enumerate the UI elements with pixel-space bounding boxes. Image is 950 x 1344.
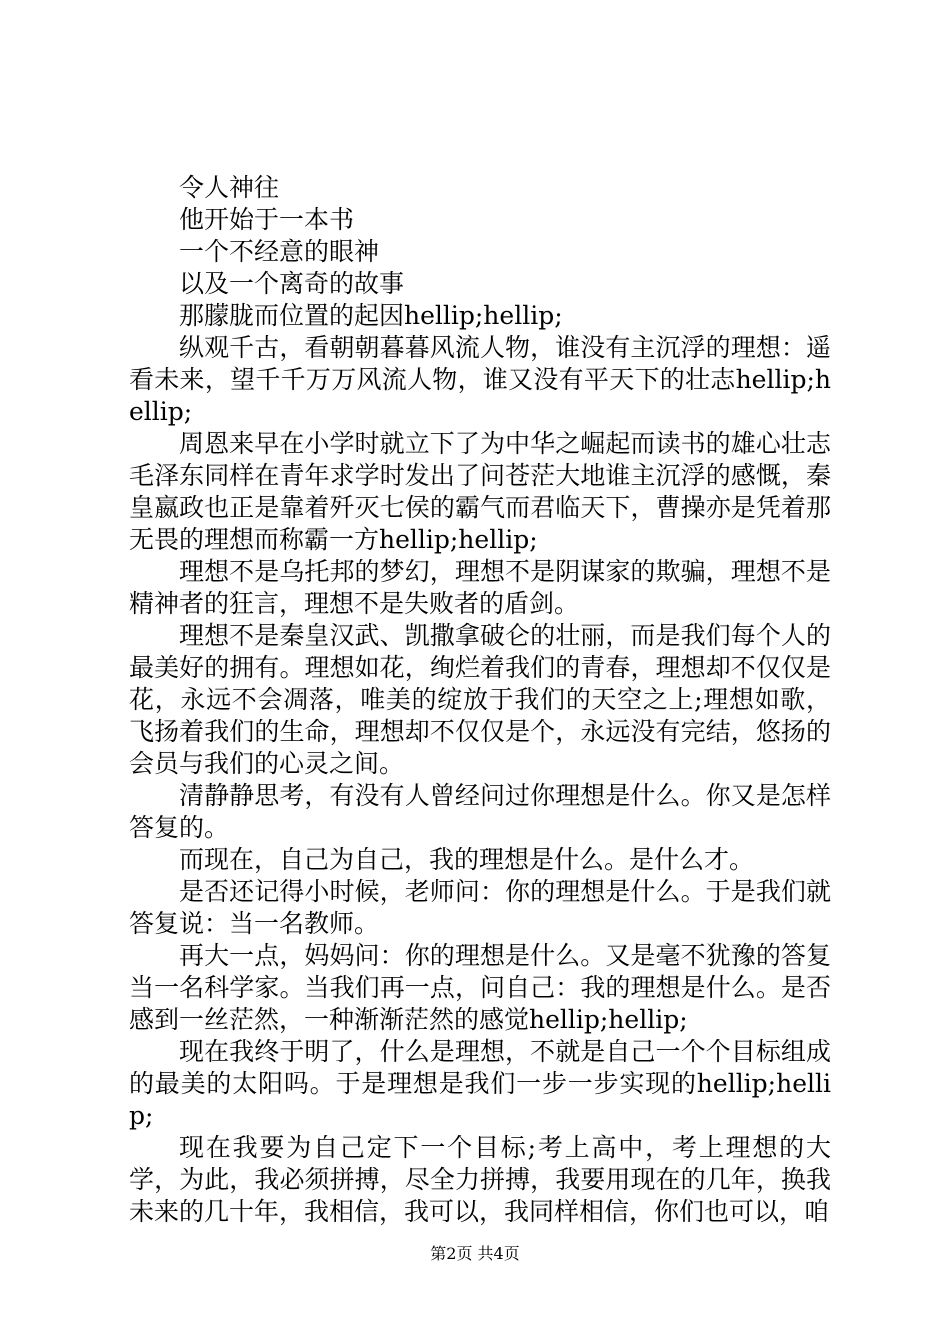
paragraph: 纵观千古，看朝朝暮暮风流人物，谁没有主沉浮的理想：遥看未来，望千千万万风流人物，谁又没有平天下的壮志hellip;hellip; [129,333,831,426]
document-body [129,172,831,1228]
paragraph: 而现在，自己为自己，我的理想是什么。是什么才。 [179,845,755,874]
paragraph: 那朦胧而位置的起因hellip;hellip; [179,301,563,330]
paragraph: 现在我终于明了，什么是理想，不就是自己一个个目标组成的最美的太阳吗。于是理想是我们一步一步实现的hellip;hellip; [129,1037,831,1130]
paragraph: 周恩来早在小学时就立下了为中华之崛起而读书的雄心壮志毛泽东同样在青年求学时发出了问苍茫大地谁主沉浮的感慨，秦皇嬴政也正是靠着歼灭七侯的霸气而君临天下，曹操亦是凭着那无畏的理想而称霸一方hellip;hellip; [129,429,831,554]
paragraph: 以及一个离奇的故事 [179,269,405,298]
paragraph: 理想不是乌托邦的梦幻，理想不是阴谋家的欺骗，理想不是精神者的狂言，理想不是失败者的盾剑。 [129,557,831,618]
paragraph: 他开始于一本书 [179,205,355,234]
paragraph: 理想不是秦皇汉武、凯撒拿破仑的壮丽，而是我们每个人的最美好的拥有。理想如花，绚烂着我们的青春，理想却不仅仅是花，永远不会凋落，唯美的绽放于我们的天空之上;理想如歌，飞扬着我们的生命，理想却不仅仅是个，永远没有完结，悠扬的会员与我们的心灵之间。 [129,621,831,778]
paragraph: 是否还记得小时候，老师问：你的理想是什么。于是我们就答复说：当一名教师。 [129,877,831,938]
paragraph: 现在我要为自己定下一个目标;考上高中，考上理想的大学，为此，我必须拼搏，尽全力拼搏，我要用现在的几年，换我未来的几十年，我相信，我可以，我同样相信，你们也可以，咱 [129,1133,831,1226]
paragraph: 再大一点，妈妈问：你的理想是什么。又是毫不犹豫的答复当一名科学家。当我们再一点，问自己：我的理想是什么。是否感到一丝茫然，一种渐渐茫然的感觉hellip;hellip; [129,941,831,1034]
paragraph: 清静静思考，有没有人曾经问过你理想是什么。你又是怎样答复的。 [129,781,831,842]
paragraph: 一个不经意的眼神 [179,237,380,266]
page-number-footer: 第2页 共4页 [430,1244,520,1263]
paragraph: 令人神往 [179,173,280,202]
